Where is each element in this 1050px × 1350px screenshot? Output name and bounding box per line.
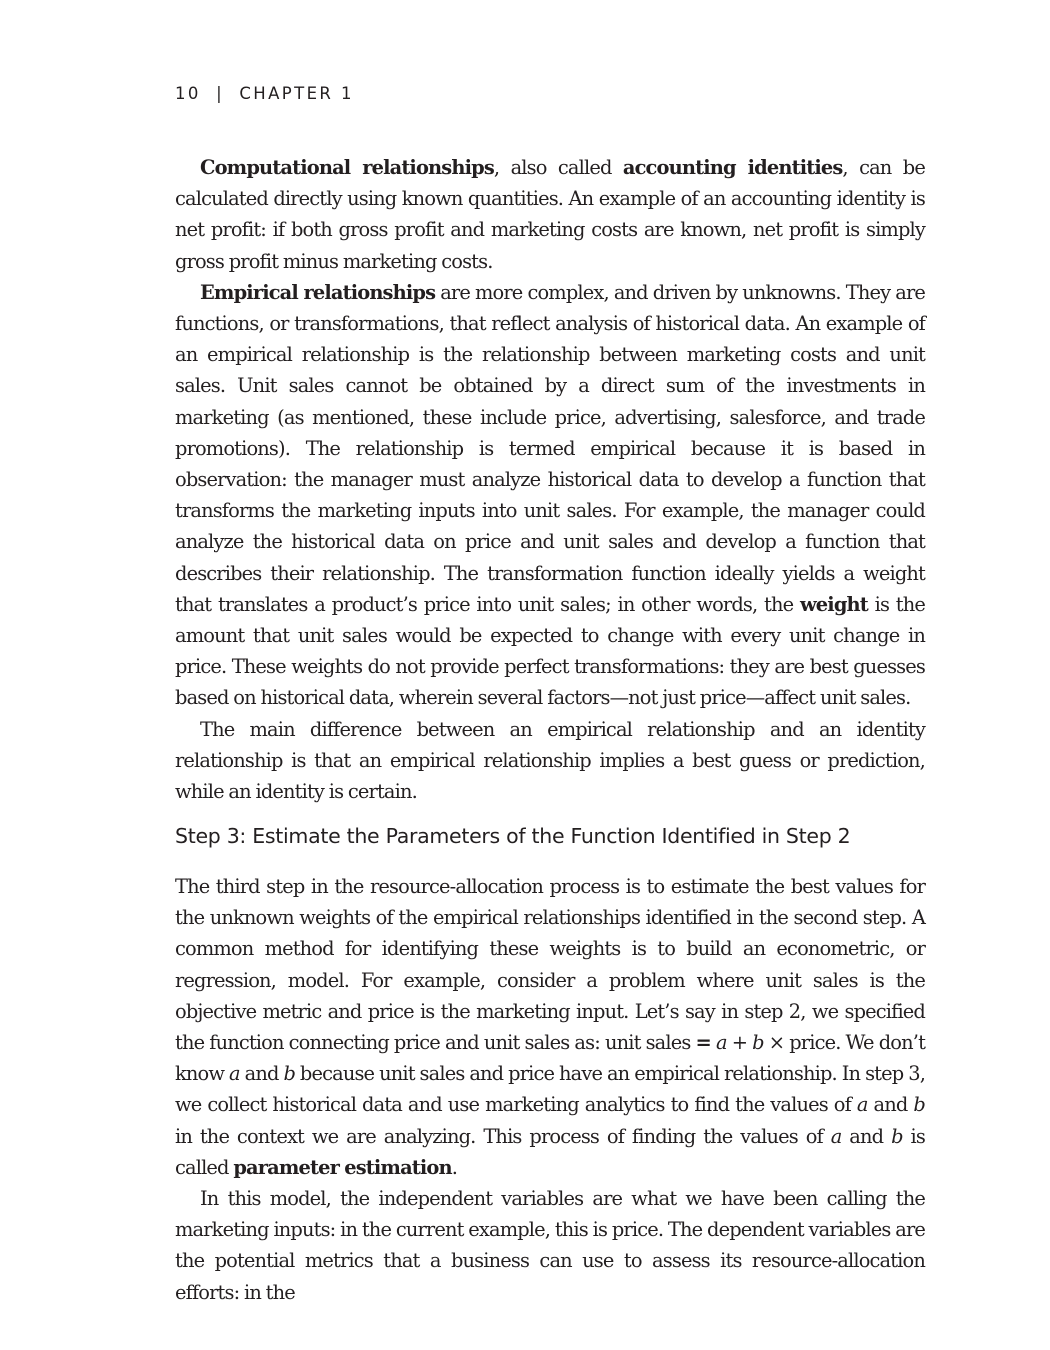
variable-a: a <box>830 1124 842 1148</box>
paragraph-empirical-relationships <box>175 277 925 714</box>
variable-b: b <box>283 1062 296 1086</box>
term-weight: weight <box>799 592 868 616</box>
paragraph-text: and <box>867 1093 914 1117</box>
term-empirical-relationships: Empirical relationships <box>200 280 436 304</box>
paragraph-text: , also called <box>493 156 623 179</box>
paragraph-text: , can be calculated directly using known quantities. An example of an accounting identity is net profit: if both gross profit and marketing costs are known, net profit is simply gross profit minus marketing costs. <box>175 156 925 273</box>
running-head-separator: | <box>216 84 225 103</box>
variable-a: a <box>229 1062 240 1086</box>
term-parameter-estimation: parameter estimation <box>233 1155 452 1179</box>
variable-a: a <box>856 1093 868 1117</box>
paragraph-text: in the context we are analyzing. This process of finding the values of <box>175 1124 831 1148</box>
chapter-label: CHAPTER 1 <box>239 84 354 103</box>
term-computational-relationships: Computational relationships <box>200 156 494 179</box>
body-text-section-a <box>175 152 925 807</box>
paragraph-text: is called <box>175 1124 925 1179</box>
variable-b: b <box>913 1093 925 1117</box>
paragraph-text: because unit sales and price have an empirical relationship. In step 3, we collect historical data and use marketing analytics to find the values of <box>175 1062 926 1117</box>
term-accounting-identities: accounting identities <box>622 156 843 179</box>
equals-sign: = <box>695 1031 711 1055</box>
plus-sign: + <box>731 1031 748 1055</box>
paragraph-text: is the amount that unit sales would be expected to change with every unit change in price. These weights do not provide perfect transformations: they are best guesses based on historical data, wherein several factors—not just price—affect unit sales. <box>175 592 925 710</box>
variable-a: a <box>715 1031 727 1055</box>
paragraph-text: price. We don’t know <box>175 1031 926 1086</box>
paragraph-text: are more complex, and driven by unknowns. They are functions, or transformations, that reflect analysis of historical data. An example of an empirical relationship is the relationship between marketing costs and unit sales. Unit sales cannot be obtained by a direct sum of the investments in marketing (as mentioned, these include price, advertising, salesforce, and trade promotions). The relationship is termed empirical because it is based in observation: the manager must analyze historical data to develop a function that transforms the marketing inputs into unit sales. For example, the manager could analyze the historical data on price and unit sales and develop a function that describes their relationship. The transformation function ideally yields a weight that translates a product’s price into unit sales; in other words, the <box>175 280 925 616</box>
paragraph-computational-relationships <box>175 152 925 277</box>
page-number: 10 <box>175 84 201 103</box>
paragraph-text: and <box>841 1124 892 1148</box>
running-head <box>175 84 354 103</box>
variable-b: b <box>891 1124 903 1148</box>
section-heading-step-3: Step 3: Estimate the Parameters of the Function Identified in Step 2 <box>175 824 851 848</box>
paragraph-main-difference: The main difference between an empirical relationship and an identity relationship is that an empirical relationship implies a best guess or prediction, while an identity is certain. <box>175 717 925 804</box>
paragraph-independent-variables: In this model, the independent variables are what we have been calling the marketing inputs: in the current example, this is price. The dependent variables are the potential metrics that a business can use to assess its resource-allocation efforts: in the <box>175 1187 925 1304</box>
variable-b: b <box>752 1031 764 1055</box>
body-text-section-b <box>175 871 925 1308</box>
paragraph-text: and <box>239 1062 284 1086</box>
paragraph-parameter-estimation <box>175 871 925 1183</box>
times-sign: × <box>768 1031 785 1055</box>
paragraph-text: The third step in the resource-allocation process is to estimate the best values for the unknown weights of the empirical relationships identified in the second step. A common method for identifying these weights is to build an econometric, or regression, model. For example, consider a problem where unit sales is the objective metric and price is the marketing input. Let’s say in step 2, we specified the function connecting price and unit sales as: unit sales <box>175 875 925 1055</box>
paragraph-text: . <box>451 1155 458 1179</box>
